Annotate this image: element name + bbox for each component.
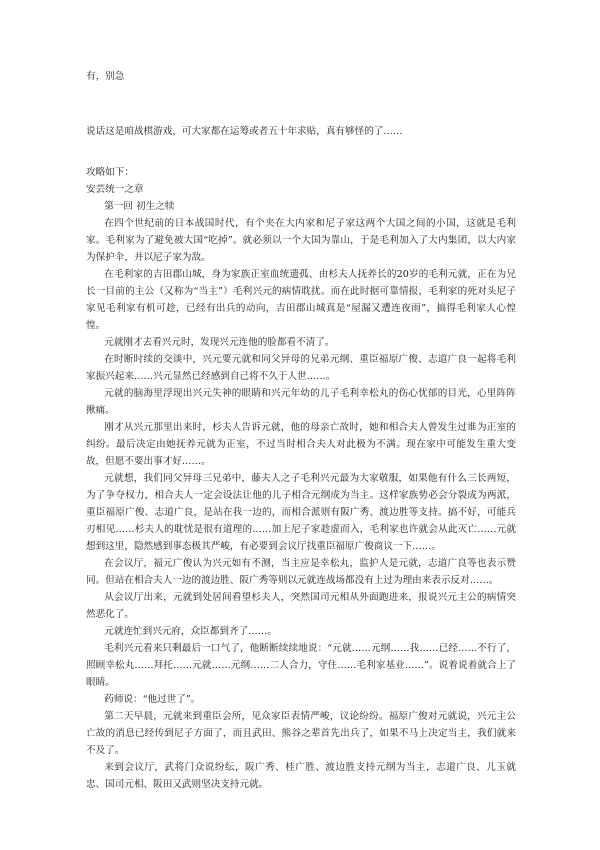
paragraph-12: 第二天早晨，元就来到重臣会所，见众家臣表情严峻，议论纷纷。福原广俊对元就说，兴元主公亡故的消息已经传到尼子方面了，而且武田、熊谷之辈首先出兵了，如果不马上决定当主，我们就来不及了。 xyxy=(86,711,516,756)
guide-label: 攻略如下： xyxy=(86,167,134,178)
intro-line: 说话这是咱战棋游戏，可大家都在运筹或者五十年求贴，真有够怪的了…… xyxy=(86,126,403,137)
paragraph-7: 在会议厅，福元广俊认为兴元如有不测，当主应是幸松丸，监护人是元就，志道广良等也表示赞同。但站在相合夫人一边的渡边胜、阪广秀等则以元就连战场都没有上过为理由来表示反对……。 xyxy=(86,558,516,586)
chapter-title: 安芸统一之章 xyxy=(86,184,144,195)
paragraph-2: 元就刚才去看兴元时，发现兴元连他的脸都看不清了。 xyxy=(104,337,335,348)
paragraph-5: 刚才从兴元那里出来时，杉夫人告诉元就，他的母亲亡故时，她和相合夫人曾发生过谁为正室的纠纷。最后决定由她抚养元就为正室，不过当时相合夫人对此极为不满。现在家中可能发生重大变故，但愿不要出事才好……。 xyxy=(86,422,516,467)
paragraph-6: 元就想，我们同父异母三兄弟中，藤夫人之子毛利兴元最为大家敬服，如果他有什么三长两短，为了争夺权力，相合夫人一定会设法让他的儿子相合元纲成为当主。这样家族势必会分裂成为两派，重臣福原广俊、志道广良，是站在我一边的，而相合派则有阪广秀、渡边胜等支持。搞不好，可能兵刃相见……杉夫人的耽忧是很有道理的……加上尼子家趁虚而入，毛利家也许就会从此灭亡……元就想到这里，隐然感到事态极其严峻，有必要到会议厅找重臣福原广俊商议一下……。 xyxy=(86,473,516,552)
paragraph-9: 元就连忙到兴元府，众臣都到齐了……。 xyxy=(104,626,277,637)
paragraph-3: 在时断时续的交谈中，兴元要元就和同父异母的兄弟元纲、重臣福原广俊、志道广良一起将毛利家振兴起来……兴元显然已经感到自己将不久于人世……。 xyxy=(86,354,516,382)
paragraph-0: 在四个世纪前的日本战国时代，有个夹在大内家和尼子家这两个大国之间的小国，这就是毛利家。毛利家为了避免被大国“吃掉”。就必须以一个大国为靠山，于是毛利加入了大内集团，以大内家为保护伞，并以尼子家为敌。 xyxy=(86,218,516,263)
opening-line: 有，别急 xyxy=(86,71,125,82)
paragraph-8: 从会议厅出来，元就到处居间看望杉夫人，突然国司元相从外面跑进来，报说兴元主公的病情突然恶化了。 xyxy=(86,592,516,620)
spacer xyxy=(86,85,516,123)
paragraph-4: 元就的脑海里浮现出兴元失神的眼睛和兴元年幼的儿子毛利幸松丸的伤心忧郁的目光，心里阵阵揪痛。 xyxy=(86,388,516,416)
spacer xyxy=(86,140,516,164)
section-title: 第一回 初生之犊 xyxy=(104,201,175,212)
paragraph-10: 毛利兴元看来只剩最后一口气了，他断断续续地说：“元就……元纲……我……已经……不行了，照顾幸松丸……拜托……元就……元纲……二人合力，守住……毛利家基业……”。说着说着就合上了眼睛。 xyxy=(86,643,516,688)
paragraph-11: 药师说：“他过世了”。 xyxy=(104,694,201,705)
paragraph-1: 在毛利家的吉田郡山城，身为家族正室血统遗孤、由杉夫人抚养长的20岁的毛利元就，正在为兄长一目前的主公（又称为“当主”）毛利兴元的病情耽扰。而在此时据可靠情报，毛利家的死对头尼子家见毛利家有机可趁，已经有出兵的动向，吉田郡山城真是“屋漏又遭连夜雨”，搞得毛利家人心惶惶。 xyxy=(86,269,516,331)
paragraph-13: 来到会议厅，武将门众说纷纭，阪广秀、桂广胜、渡边胜支持元纲为当主，志道广良、儿玉就忠、国司元相、阪田又武则坚决支持元就。 xyxy=(86,762,516,790)
